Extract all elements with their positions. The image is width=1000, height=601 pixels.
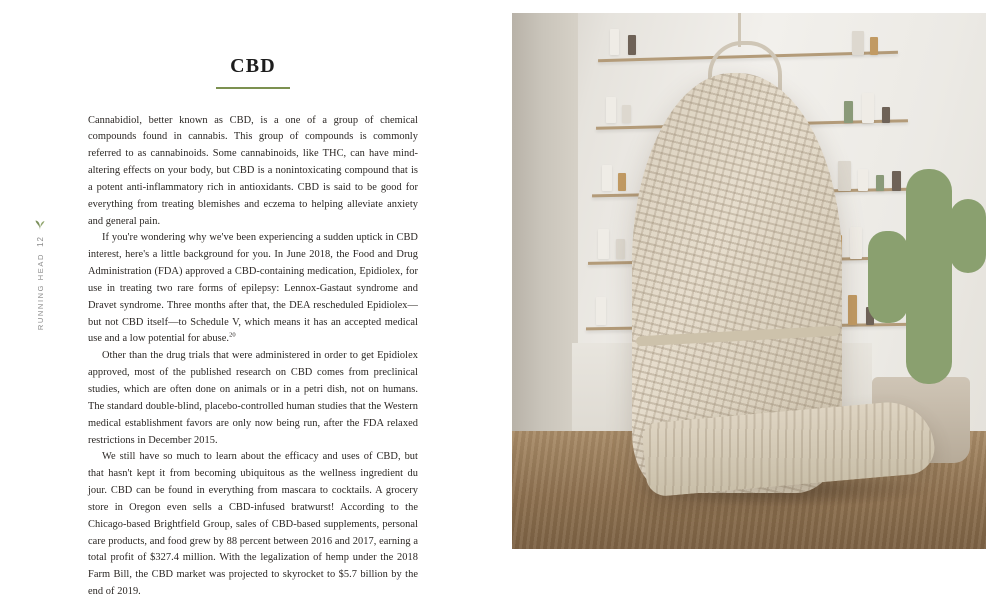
shelf-bottle [622,105,631,123]
text-column [88,55,418,601]
shelf-bottle [628,35,636,55]
shelf-bottle [610,29,619,55]
title-divider [216,87,290,89]
shelf-bottle [602,165,612,191]
paragraph-2 [88,230,418,348]
shelf-bottle [606,97,616,123]
footnote-marker: 20 [229,332,236,339]
photo-background [512,13,986,549]
page-title: CBD [230,55,276,77]
shelf-bottle [598,229,609,259]
paragraph-1: Cannabidiol, better known as CBD, is a one of a group of chemical compounds found in cannabis. This group of compounds is commonly referred to as cannabinoids. Some cannabinoids, like THC, can have mind-altering effects on your body, but CBD is a nonintoxicating compound that is a potent anti-inflammatory rich in antioxidants. CBD is said to be good for everything from treating blemishes and eczema to helping alleviate anxiety and general pain. [88,114,418,227]
shelf-bottle [850,227,862,259]
shelf-bottle [838,161,851,191]
cactus-arm [868,231,908,323]
paragraph-3: Other than the drug trials that were administered in order to get Epidiolex approved, most of the published research on CBD comes from preclinical studies, which are often done on animals or in a petri dish, not on humans. The standard double-blind, placebo-controlled human studies that the Western medical establishment favors are only now being run, after the FDA relaxed restrictions in December 2015. [88,350,418,446]
shelf-bottle [852,31,864,55]
cactus-arm [950,199,986,273]
paragraph-4: We still have so much to learn about the efficacy and uses of CBD, but that hasn't kept it from becoming ubiquitous as the wellness ingredient du jour. CBD can be found in everything from mascara to cocktails. A grocery store in Oregon even sells a CBD-infused bratwurst! According to the Chicago-based Brightfield Group, sales of CBD-based supplements, personal care products, and food grew by 88 percent between 2016 and 2017, earning a total profit of $327.4 million. With the legalization of hemp under the 2018 Farm Bill, the CBD market was projected to skyrocket to $5.7 billion by the end of 2019. [88,451,418,598]
running-head [30,218,50,330]
cactus-plant [906,169,952,384]
shelf-bottle [848,295,857,325]
leaf-icon [34,218,46,230]
shelf-bottle [858,169,868,191]
shelf-bottle [596,297,606,325]
shelf-bottle [870,37,878,55]
shelf-bottle [882,107,890,123]
page-number: 12 [35,236,45,247]
running-head-label: RUNNING HEAD [35,252,45,331]
shelf-bottle [876,175,884,191]
shelf-bottle [892,171,901,191]
photo-hanging-chair [512,13,986,549]
shelf-bottle [844,101,853,123]
shelf-bottle [618,173,626,191]
paragraph-2-text: If you're wondering why we've been experiencing a sudden uptick in CBD interest, here's a little background for you. In June 2018, the Food and Drug Administration (FDA) approved a CBD-containing medication, Epidiolex, for use in treating two rare forms of epilepsy: Lennox-Gastaut syndrome and Dravet syndrome. Three months after that, the DEA rescheduled Epidiolex—but not CBD itself—to Schedule V, which means it has an accepted medical use and a low potential for abuse. [88,232,418,345]
shelf-bottle [616,239,625,259]
shelf-bottle [862,93,874,123]
